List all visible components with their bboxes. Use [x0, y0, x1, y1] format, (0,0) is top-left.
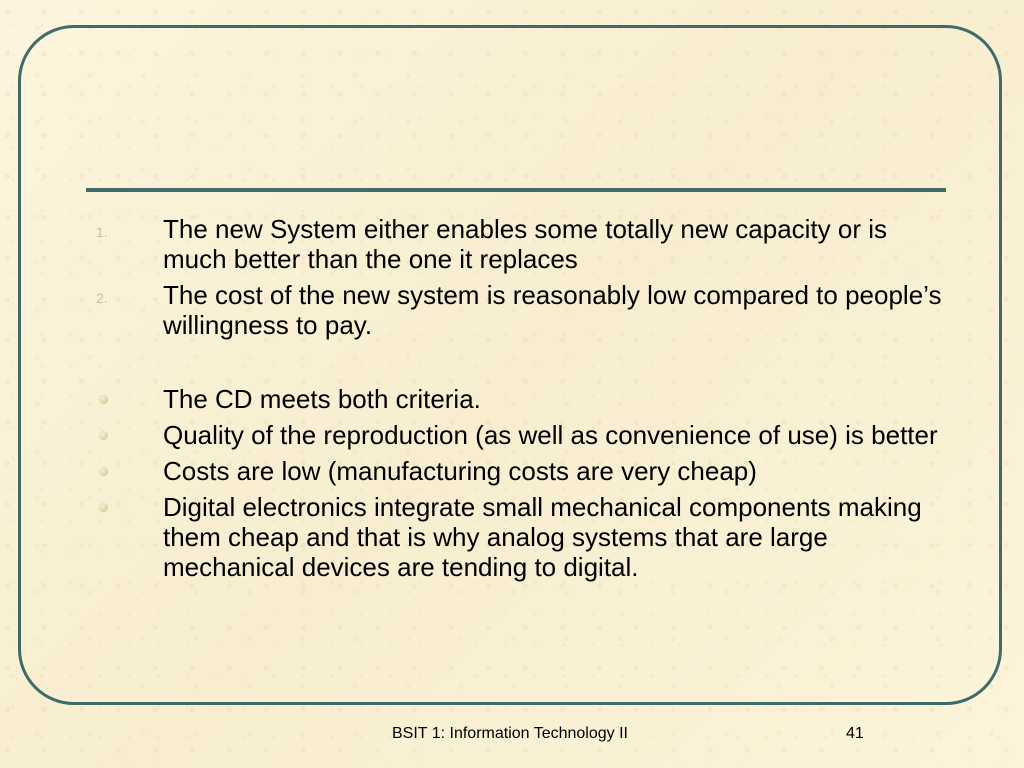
- bullet-text: Costs are low (manufacturing costs are very cheap): [163, 456, 757, 486]
- bullet-text: The CD meets both criteria.: [163, 384, 481, 414]
- bullet-dot-icon: [99, 467, 108, 476]
- bullet-dot-icon: [99, 431, 108, 440]
- footer-course: BSIT 1: Information Technology II: [392, 725, 628, 742]
- bullet-dot-icon: [99, 395, 108, 404]
- numbered-item: [0, 214, 1024, 274]
- item-number: 1.: [96, 224, 108, 240]
- item-number: 2.: [96, 290, 108, 306]
- bullet-text: Quality of the reproduction (as well as convenience of use) is better: [163, 420, 938, 450]
- bullet-dot-icon: [99, 503, 108, 512]
- numbered-item: [0, 280, 1024, 340]
- footer-page-number: 41: [846, 725, 864, 742]
- spacer: [0, 346, 1024, 384]
- bullet-item: [0, 492, 1024, 582]
- bullet-text: Digital electronics integrate small mechanical components making them cheap and that is why analog systems that are large mechanical devices are tending to digital.: [163, 492, 922, 582]
- bullet-item: [0, 420, 1024, 450]
- title-divider: [86, 188, 946, 192]
- slide-body: [0, 214, 1024, 588]
- item-text: The cost of the new system is reasonably low compared to people’s willingness to pay.: [163, 280, 942, 340]
- item-text: The new System either enables some totally new capacity or is much better than the one it replaces: [163, 214, 888, 274]
- bullet-item: [0, 456, 1024, 486]
- bullet-item: [0, 384, 1024, 414]
